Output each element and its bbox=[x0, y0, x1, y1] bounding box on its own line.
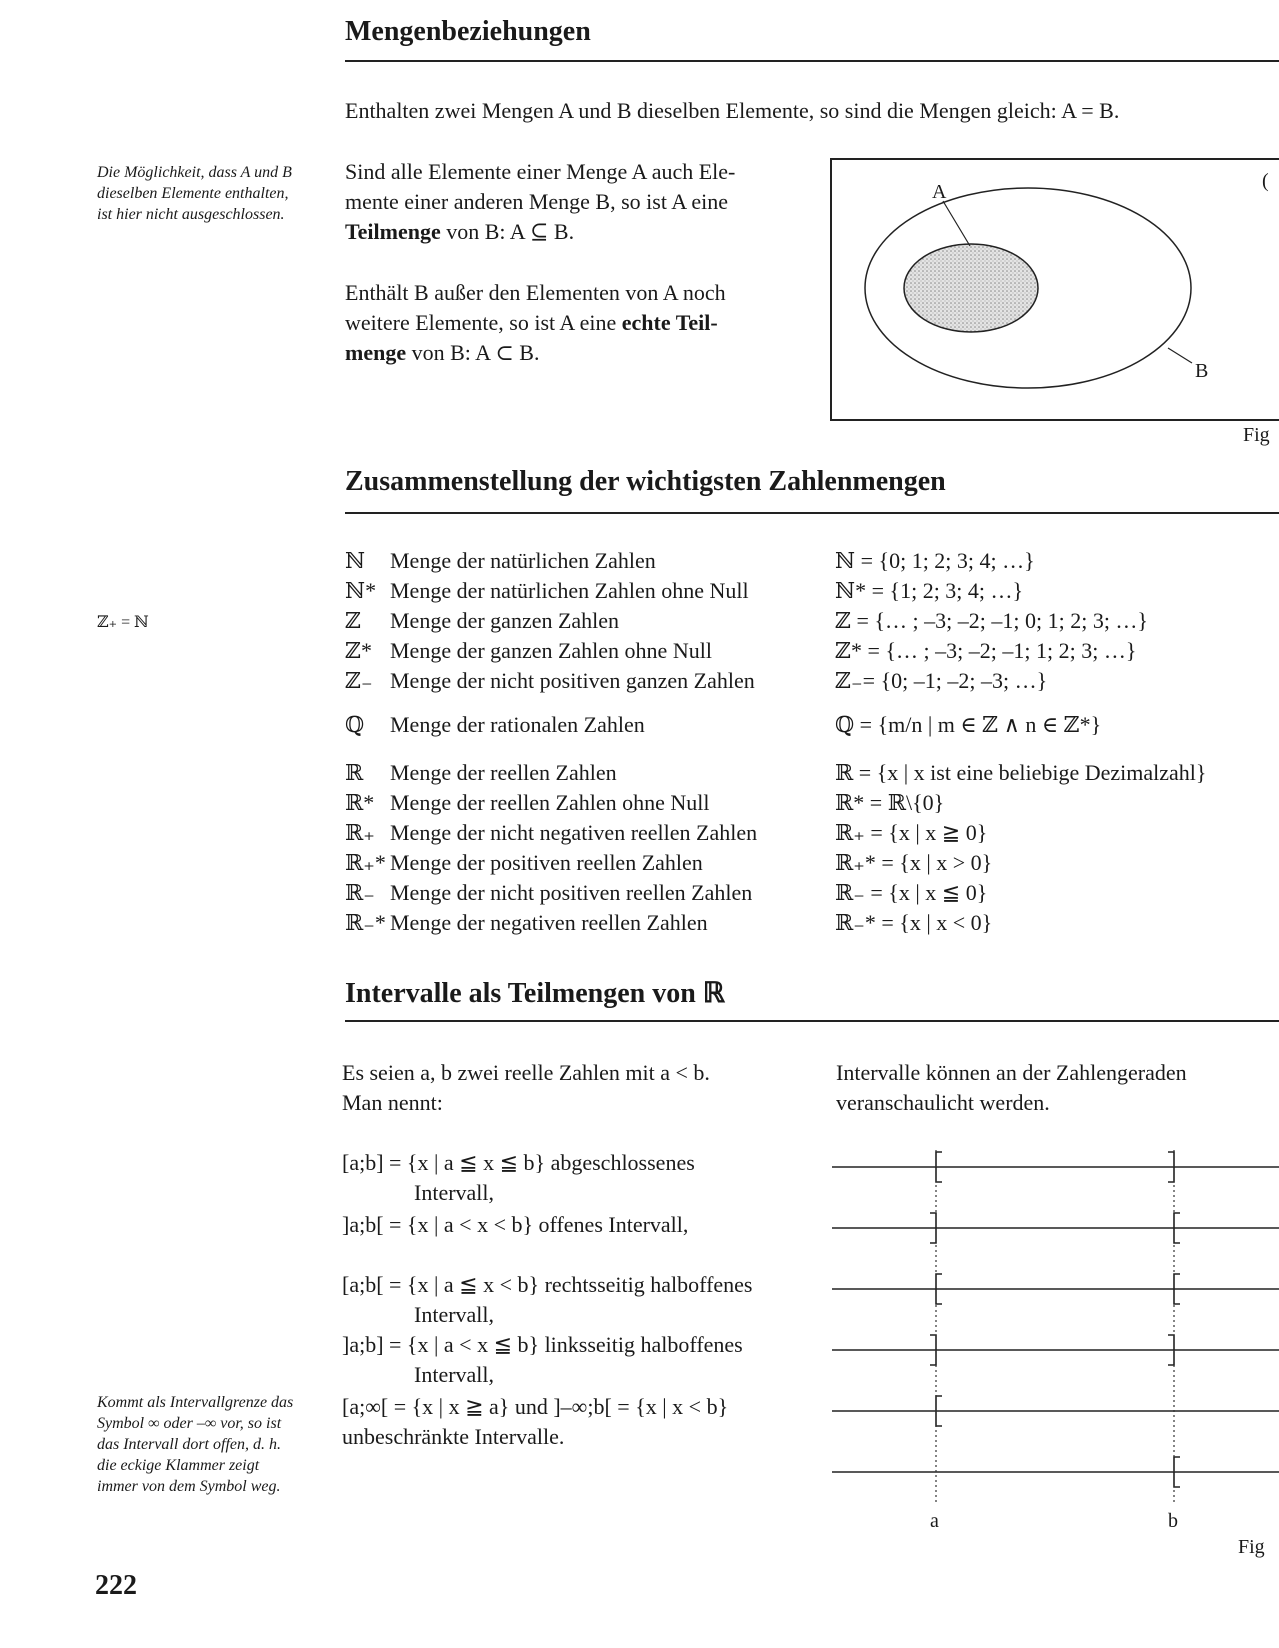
text-line bbox=[345, 308, 726, 338]
set-symbol: ℚ bbox=[345, 712, 365, 737]
set-symbol: ℤ* bbox=[345, 638, 373, 663]
set-definition: ℝ₊ = {x | x ≧ 0} bbox=[835, 820, 988, 845]
set-a-ellipse bbox=[904, 244, 1038, 332]
text-line bbox=[345, 338, 726, 368]
heading-intervalle: Intervalle als Teilmengen von ℝ bbox=[345, 978, 725, 1009]
interval-left-half-open bbox=[342, 1330, 743, 1390]
set-definition: ℝ* = ℝ\{0} bbox=[835, 790, 945, 815]
text-line: [a;b] = {x | a ≦ x ≦ b} abgeschlossenes bbox=[342, 1150, 695, 1175]
text-line: mente einer anderen Menge B, so ist A eine bbox=[345, 189, 729, 214]
text-line: [a;∞[ = {x | x ≧ a} und ]–∞;b[ = {x | x < b} bbox=[342, 1394, 729, 1419]
margin-note-z-plus: ℤ₊ = ℕ bbox=[97, 614, 149, 631]
set-name: Menge der nicht positiven ganzen Zahlen bbox=[390, 668, 755, 693]
text-line bbox=[345, 217, 735, 247]
text-line: veranschaulicht werden. bbox=[836, 1090, 1050, 1115]
set-symbol: ℤ bbox=[345, 608, 362, 633]
text-line: ]a;b] = {x | a < x ≦ b} linksseitig halboffenes bbox=[342, 1332, 743, 1357]
interval-open bbox=[342, 1210, 688, 1240]
set-definition: ℤ = {… ; –3; –2; –1; 0; 1; 2; 3; …} bbox=[835, 608, 1148, 633]
figure-caption: Fig bbox=[1243, 424, 1270, 446]
set-symbol: ℝ₋* bbox=[345, 910, 386, 935]
set-definition: ℕ* = {1; 2; 3; 4; …} bbox=[835, 578, 1024, 603]
text-fragment: weitere Elemente, so ist A eine bbox=[345, 310, 622, 335]
set-definition: ℤ* = {… ; –3; –2; –1; 1; 2; 3; …} bbox=[835, 638, 1137, 663]
label-b-pointer bbox=[1168, 348, 1192, 363]
axis-label-a: a bbox=[930, 1510, 939, 1532]
set-name: Menge der negativen reellen Zahlen bbox=[390, 910, 708, 935]
set-name: Menge der ganzen Zahlen bbox=[390, 608, 620, 633]
set-symbol: ℕ bbox=[345, 548, 366, 573]
set-definition: ℝ = {x | x ist eine beliebige Dezimalzahl} bbox=[835, 760, 1207, 785]
text-line: Intervall, bbox=[414, 1180, 495, 1205]
set-symbol: ℝ₋ bbox=[345, 880, 375, 905]
subset-paragraph bbox=[345, 157, 735, 247]
axis-label-b: b bbox=[1168, 1510, 1178, 1532]
set-symbol: ℝ₊* bbox=[345, 850, 386, 875]
set-symbol: ℕ* bbox=[345, 578, 377, 603]
text-line: Enthält B außer den Elementen von A noch bbox=[345, 280, 726, 305]
figure-frame bbox=[831, 159, 1279, 420]
term-teilmenge: Teilmenge bbox=[345, 219, 441, 244]
text-line: Sind alle Elemente einer Menge A auch Ele- bbox=[345, 159, 736, 184]
margin-note-infinity: Kommt als Intervallgrenze das Symbol ∞ oder –∞ vor, so ist das Intervall dort offen, d. h. die eckige Klammer zeigt immer von dem Symbol weg. bbox=[97, 1394, 294, 1495]
text-line: Es seien a, b zwei reelle Zahlen mit a < b. bbox=[342, 1060, 710, 1085]
set-symbol: ℝ₊ bbox=[345, 820, 375, 845]
text-line: Intervall, bbox=[414, 1302, 495, 1327]
set-symbol: ℤ₋ bbox=[345, 668, 373, 693]
proper-subset-paragraph bbox=[345, 278, 726, 368]
text-line: Intervall, bbox=[414, 1362, 495, 1387]
interval-unbounded bbox=[342, 1392, 728, 1452]
figure-caption: Fig bbox=[1238, 1536, 1265, 1558]
text-line: ]a;b[ = {x | a < x < b} offenes Intervall, bbox=[342, 1212, 689, 1237]
interval-right-half-open bbox=[342, 1270, 752, 1330]
text-fragment: von B: A ⊆ B. bbox=[440, 219, 575, 244]
venn-label-b: B bbox=[1195, 360, 1209, 382]
set-name: Menge der natürlichen Zahlen ohne Null bbox=[390, 578, 749, 603]
text-line: Man nennt: bbox=[342, 1090, 443, 1115]
heading-mengenbeziehungen: Mengenbeziehungen bbox=[345, 16, 591, 47]
interval-figure-intro bbox=[836, 1058, 1187, 1118]
interval-closed bbox=[342, 1148, 695, 1208]
term-echte-teilmenge-cont: menge bbox=[345, 340, 407, 365]
page-number: 222 bbox=[95, 1570, 137, 1601]
text-line: Intervalle können an der Zahlengeraden bbox=[836, 1060, 1187, 1085]
set-name: Menge der positiven reellen Zahlen bbox=[390, 850, 703, 875]
term-echte-teilmenge: echte Teil- bbox=[621, 310, 718, 335]
set-definition: ℝ₊* = {x | x > 0} bbox=[835, 850, 993, 875]
heading-rule bbox=[345, 1020, 1279, 1022]
venn-label-a: A bbox=[932, 181, 947, 203]
set-symbol: ℝ bbox=[345, 760, 364, 785]
heading-rule bbox=[345, 60, 1279, 62]
set-name: Menge der reellen Zahlen bbox=[390, 760, 617, 785]
set-name: Menge der ganzen Zahlen ohne Null bbox=[390, 638, 712, 663]
set-definition: ℝ₋* = {x | x < 0} bbox=[835, 910, 993, 935]
text-line: [a;b[ = {x | a ≦ x < b} rechtsseitig halboffenes bbox=[342, 1272, 753, 1297]
interval-intro bbox=[342, 1058, 710, 1118]
set-name: Menge der natürlichen Zahlen bbox=[390, 548, 656, 573]
heading-rule bbox=[345, 512, 1279, 514]
set-name: Menge der nicht positiven reellen Zahlen bbox=[390, 880, 753, 905]
margin-note-equal-sets: Die Möglichkeit, dass A und B dieselben Elemente enthalten, ist hier nicht ausgeschlossen. bbox=[97, 164, 292, 223]
set-symbol: ℝ* bbox=[345, 790, 375, 815]
set-definition: ℤ₋= {0; –1; –2; –3; …} bbox=[835, 668, 1048, 693]
set-definition: ℚ = {m/n | m ∈ ℤ ∧ n ∈ ℤ*} bbox=[835, 712, 1102, 737]
label-a-pointer bbox=[943, 201, 970, 246]
text-fragment: von B: A ⊂ B. bbox=[406, 340, 540, 365]
number-line-figure bbox=[830, 1140, 1279, 1520]
venn-subset-figure bbox=[830, 158, 1279, 428]
set-name: Menge der nicht negativen reellen Zahlen bbox=[390, 820, 758, 845]
text-line: unbeschränkte Intervalle. bbox=[342, 1424, 565, 1449]
set-name: Menge der rationalen Zahlen bbox=[390, 712, 645, 737]
set-definition: ℕ = {0; 1; 2; 3; 4; …} bbox=[835, 548, 1035, 573]
venn-corner-label: ( bbox=[1262, 170, 1269, 192]
equality-sentence: Enthalten zwei Mengen A und B dieselben Elemente, so sind die Mengen gleich: A = B. bbox=[345, 98, 1120, 123]
heading-zahlenmengen: Zusammenstellung der wichtigsten Zahlenmengen bbox=[345, 466, 946, 497]
set-name: Menge der reellen Zahlen ohne Null bbox=[390, 790, 710, 815]
set-definition: ℝ₋ = {x | x ≦ 0} bbox=[835, 880, 988, 905]
